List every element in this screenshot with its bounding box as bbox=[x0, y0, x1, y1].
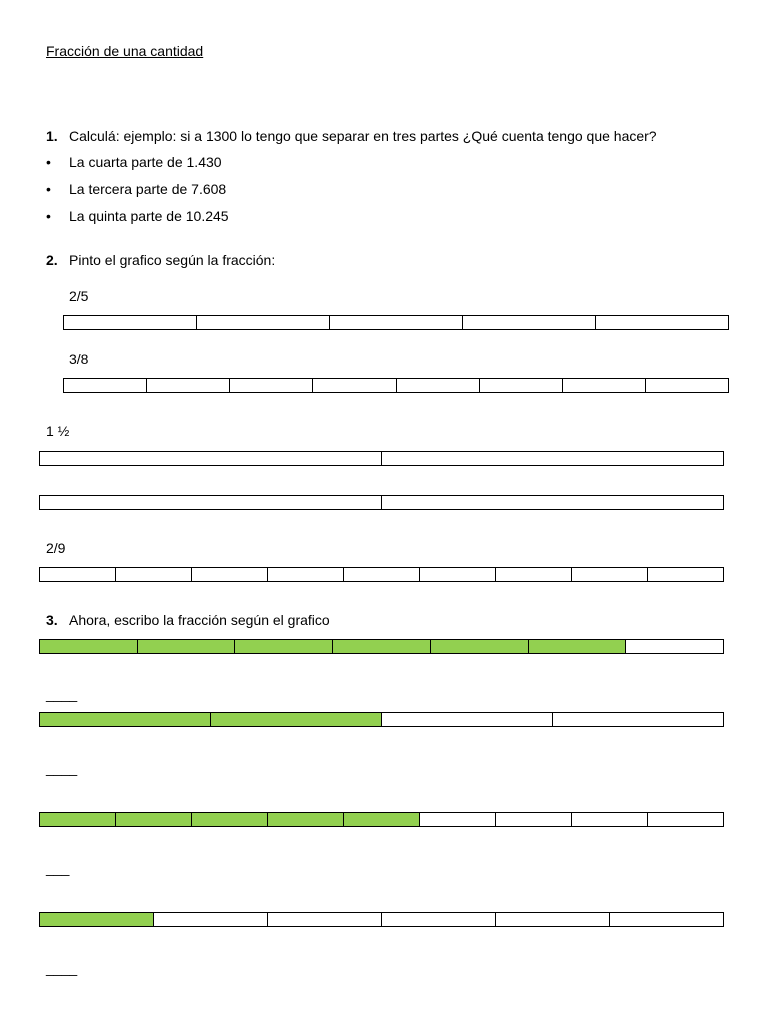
empty-segment bbox=[154, 913, 268, 926]
fraction-bar[interactable] bbox=[39, 451, 724, 466]
bullet-icon: • bbox=[46, 181, 51, 197]
question-number: 3. bbox=[46, 612, 58, 628]
list-item-text: La quinta parte de 10.245 bbox=[69, 208, 229, 224]
bullet-icon: • bbox=[46, 208, 51, 224]
fraction-bar bbox=[39, 639, 724, 654]
empty-segment bbox=[572, 813, 648, 826]
filled-segment bbox=[268, 813, 344, 826]
empty-segment[interactable] bbox=[268, 568, 344, 581]
empty-segment bbox=[382, 913, 496, 926]
fraction-label: 2/9 bbox=[46, 540, 66, 556]
fraction-bar[interactable] bbox=[39, 495, 724, 510]
question-text: Ahora, escribo la fracción según el grafico bbox=[69, 612, 330, 628]
empty-segment[interactable] bbox=[116, 568, 192, 581]
empty-segment bbox=[496, 813, 572, 826]
fraction-bar[interactable] bbox=[39, 567, 724, 582]
empty-segment[interactable] bbox=[230, 379, 313, 392]
answer-blank[interactable]: ____ bbox=[46, 760, 78, 776]
list-item-text: La cuarta parte de 1.430 bbox=[69, 154, 222, 170]
list-item-text: La tercera parte de 7.608 bbox=[69, 181, 227, 197]
empty-segment[interactable] bbox=[344, 568, 420, 581]
fraction-label: 1 ½ bbox=[46, 423, 70, 439]
filled-segment bbox=[40, 713, 211, 726]
question-2 bbox=[46, 252, 275, 268]
fraction-bar[interactable] bbox=[63, 315, 729, 330]
filled-segment bbox=[333, 640, 431, 653]
empty-segment[interactable] bbox=[480, 379, 563, 392]
filled-segment bbox=[40, 640, 138, 653]
empty-segment[interactable] bbox=[313, 379, 396, 392]
empty-segment[interactable] bbox=[496, 568, 572, 581]
list-item bbox=[46, 181, 226, 197]
empty-segment[interactable] bbox=[64, 316, 197, 329]
fraction-label: 2/5 bbox=[69, 288, 89, 304]
question-number: 1. bbox=[46, 128, 58, 144]
question-number: 2. bbox=[46, 252, 58, 268]
empty-segment bbox=[382, 713, 553, 726]
empty-segment[interactable] bbox=[197, 316, 330, 329]
empty-segment[interactable] bbox=[40, 568, 116, 581]
empty-segment[interactable] bbox=[463, 316, 596, 329]
page-title: Fracción de una cantidad bbox=[46, 43, 204, 59]
answer-blank[interactable]: ____ bbox=[46, 960, 78, 976]
filled-segment bbox=[138, 640, 236, 653]
empty-segment[interactable] bbox=[596, 316, 728, 329]
empty-segment[interactable] bbox=[40, 496, 382, 509]
filled-segment bbox=[40, 913, 154, 926]
empty-segment bbox=[496, 913, 610, 926]
empty-segment bbox=[553, 713, 723, 726]
empty-segment[interactable] bbox=[646, 379, 728, 392]
empty-segment bbox=[626, 640, 723, 653]
question-text: Pinto el grafico según la fracción: bbox=[69, 252, 276, 268]
question-text: Calculá: ejemplo: si a 1300 lo tengo que separar en tres partes ¿Qué cuenta tengo que hacer? bbox=[69, 128, 657, 144]
filled-segment bbox=[211, 713, 382, 726]
empty-segment[interactable] bbox=[382, 496, 723, 509]
list-item bbox=[46, 154, 222, 170]
fraction-bar bbox=[39, 712, 724, 727]
filled-segment bbox=[344, 813, 420, 826]
filled-segment bbox=[431, 640, 529, 653]
empty-segment bbox=[610, 913, 723, 926]
fraction-bar[interactable] bbox=[63, 378, 729, 393]
empty-segment[interactable] bbox=[563, 379, 646, 392]
filled-segment bbox=[192, 813, 268, 826]
question-1 bbox=[46, 128, 657, 144]
answer-blank[interactable]: ___ bbox=[46, 860, 70, 876]
fraction-label: 3/8 bbox=[69, 351, 89, 367]
empty-segment[interactable] bbox=[64, 379, 147, 392]
empty-segment[interactable] bbox=[648, 568, 723, 581]
empty-segment[interactable] bbox=[192, 568, 268, 581]
empty-segment[interactable] bbox=[420, 568, 496, 581]
filled-segment bbox=[116, 813, 192, 826]
empty-segment[interactable] bbox=[382, 452, 723, 465]
answer-blank[interactable]: ____ bbox=[46, 686, 78, 702]
empty-segment[interactable] bbox=[147, 379, 230, 392]
empty-segment bbox=[268, 913, 382, 926]
empty-segment bbox=[648, 813, 723, 826]
empty-segment[interactable] bbox=[40, 452, 382, 465]
fraction-bar bbox=[39, 812, 724, 827]
empty-segment[interactable] bbox=[397, 379, 480, 392]
filled-segment bbox=[40, 813, 116, 826]
filled-segment bbox=[235, 640, 333, 653]
empty-segment[interactable] bbox=[330, 316, 463, 329]
question-3 bbox=[46, 612, 330, 628]
empty-segment[interactable] bbox=[572, 568, 648, 581]
filled-segment bbox=[529, 640, 627, 653]
fraction-bar bbox=[39, 912, 724, 927]
bullet-icon: • bbox=[46, 154, 51, 170]
empty-segment bbox=[420, 813, 496, 826]
list-item bbox=[46, 208, 229, 224]
